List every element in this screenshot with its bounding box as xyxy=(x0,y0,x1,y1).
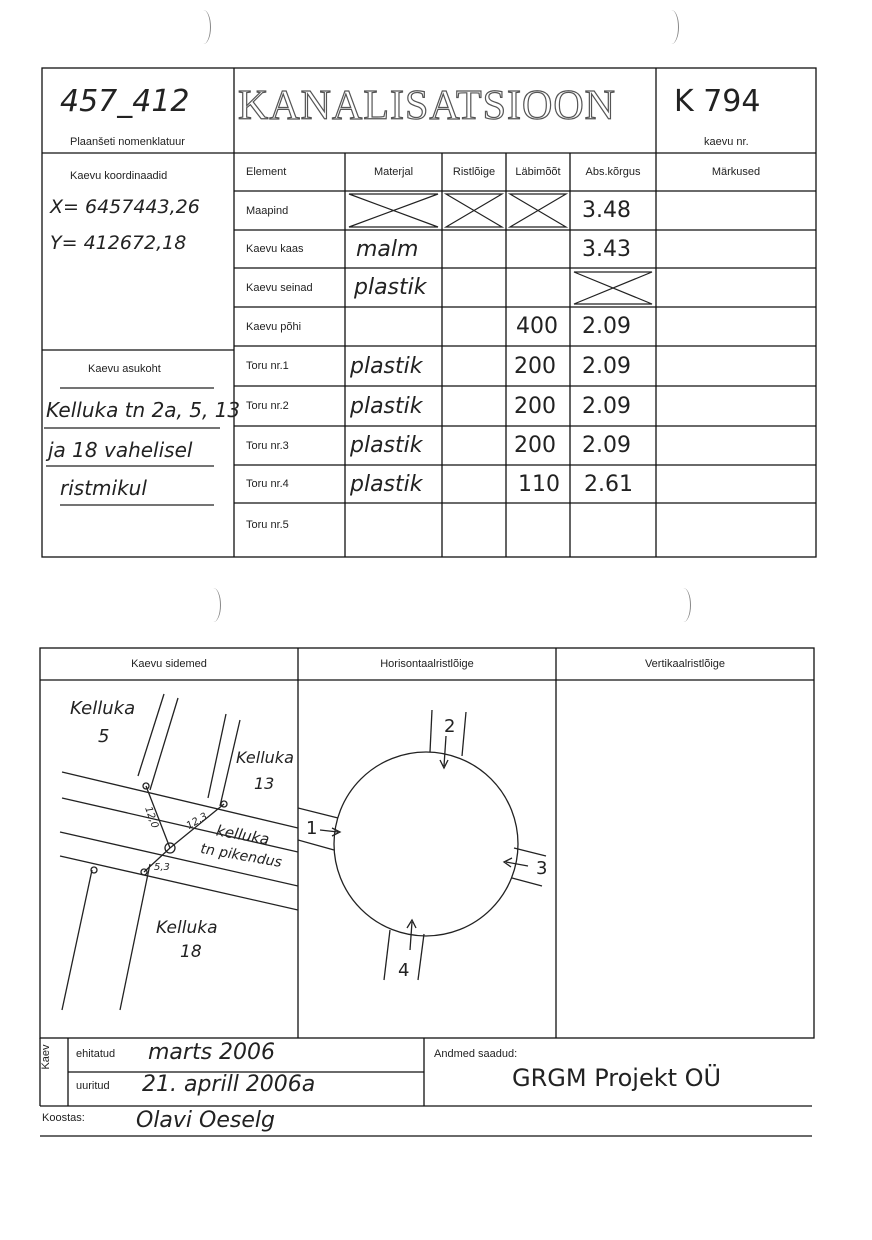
row-element: Toru nr.2 xyxy=(246,400,289,412)
row-material: malm xyxy=(356,236,419,262)
surveyed-label: uuritud xyxy=(76,1080,110,1092)
coord-x: X= 6457443,26 xyxy=(50,196,200,218)
row-element: Kaevu põhi xyxy=(246,320,302,333)
col-header-cross: Ristlõige xyxy=(452,166,496,178)
row-diameter: 400 xyxy=(516,314,558,339)
pipe-label-4: 4 xyxy=(398,960,410,981)
header-ties: Kaevu sidemed xyxy=(131,658,207,670)
pipe-label-2: 2 xyxy=(444,716,456,737)
well-number-value: K 794 xyxy=(674,84,761,119)
tie-kelluka18-number: 18 xyxy=(180,942,202,962)
col-header-element: Element xyxy=(246,166,287,178)
surveyed-value: 21. aprill 2006a xyxy=(142,1072,316,1097)
tie-distance-1: 12,0 xyxy=(142,805,161,830)
well-number-label: kaevu nr. xyxy=(704,136,749,148)
row-element: Toru nr.4 xyxy=(246,478,289,490)
row-height: 2.09 xyxy=(582,433,631,458)
row-height: 2.09 xyxy=(582,393,631,419)
data-source-label: Andmed saadud: xyxy=(434,1048,518,1060)
row-material: plastik xyxy=(354,275,427,300)
row-diameter: 110 xyxy=(518,471,560,497)
col-header-diameter: Läbimõõt xyxy=(515,166,561,178)
built-value: marts 2006 xyxy=(148,1040,276,1065)
tie-kelluka13-label: Kelluka xyxy=(236,748,294,767)
row-material: plastik xyxy=(350,353,423,379)
row-material: plastik xyxy=(350,471,423,497)
row-height: 3.48 xyxy=(582,198,631,223)
tie-distance-3: 5,3 xyxy=(154,862,170,873)
page-title: KANALISATSIOON xyxy=(238,83,616,129)
tie-distance-2: 12,3 xyxy=(184,811,210,832)
horizontal-section xyxy=(298,680,556,1038)
pipe-label-1: 1 xyxy=(306,818,318,839)
tie-kelluka18-label: Kelluka xyxy=(156,918,218,938)
row-diameter: 200 xyxy=(514,393,556,419)
header-horizontal: Horisontaalristlõige xyxy=(380,658,474,670)
row-height: 2.09 xyxy=(582,314,631,339)
coord-y: Y= 412672,18 xyxy=(50,232,187,254)
location-line-1: Kelluka tn 2a, 5, 13 xyxy=(46,398,241,422)
tie-kelluka5-label: Kelluka xyxy=(70,698,136,719)
coords-label: Kaevu koordinaadid xyxy=(70,170,168,182)
author-signature: Olavi Oeselg xyxy=(136,1108,275,1133)
location-line-3: ristmikul xyxy=(60,476,147,500)
row-diameter: 200 xyxy=(514,353,556,379)
col-header-height: Abs.kõrgus xyxy=(585,166,641,178)
row-element: Maapind xyxy=(246,204,289,217)
row-element: Kaevu kaas xyxy=(246,243,304,255)
row-element: Kaevu seinad xyxy=(246,281,313,294)
location-line-2: ja 18 vahelisel xyxy=(48,438,193,462)
row-element: Toru nr.1 xyxy=(246,360,289,372)
data-source-value: GRGM Projekt OÜ xyxy=(512,1064,722,1092)
tie-extension-line1: kelluka xyxy=(214,821,271,849)
pipe-label-3: 3 xyxy=(536,858,548,879)
row-material: plastik xyxy=(350,393,423,419)
well-side-label: Kaev xyxy=(40,1044,52,1070)
nomenclature-label: Plaanšeti nomenklatuur xyxy=(70,136,185,148)
built-label: ehitatud xyxy=(76,1048,116,1060)
row-material: plastik xyxy=(350,433,423,458)
tie-kelluka5-number: 5 xyxy=(98,726,110,747)
row-height: 2.61 xyxy=(584,471,633,497)
col-header-material: Materjal xyxy=(373,166,414,178)
row-height: 3.43 xyxy=(582,236,631,262)
col-header-notes: Märkused xyxy=(711,166,761,178)
header-vertical: Vertikaalristlõige xyxy=(644,658,726,670)
row-element: Toru nr.5 xyxy=(246,519,289,531)
row-diameter: 200 xyxy=(514,433,556,458)
location-label: Kaevu asukoht xyxy=(88,363,161,375)
row-height: 2.09 xyxy=(582,353,631,379)
tie-extension-line2: tn pikendus xyxy=(199,840,284,872)
tie-kelluka13-number: 13 xyxy=(254,774,275,793)
author-label: Koostas: xyxy=(42,1112,85,1124)
row-element: Toru nr.3 xyxy=(246,439,289,452)
nomenclature-value: 457_412 xyxy=(60,84,190,119)
